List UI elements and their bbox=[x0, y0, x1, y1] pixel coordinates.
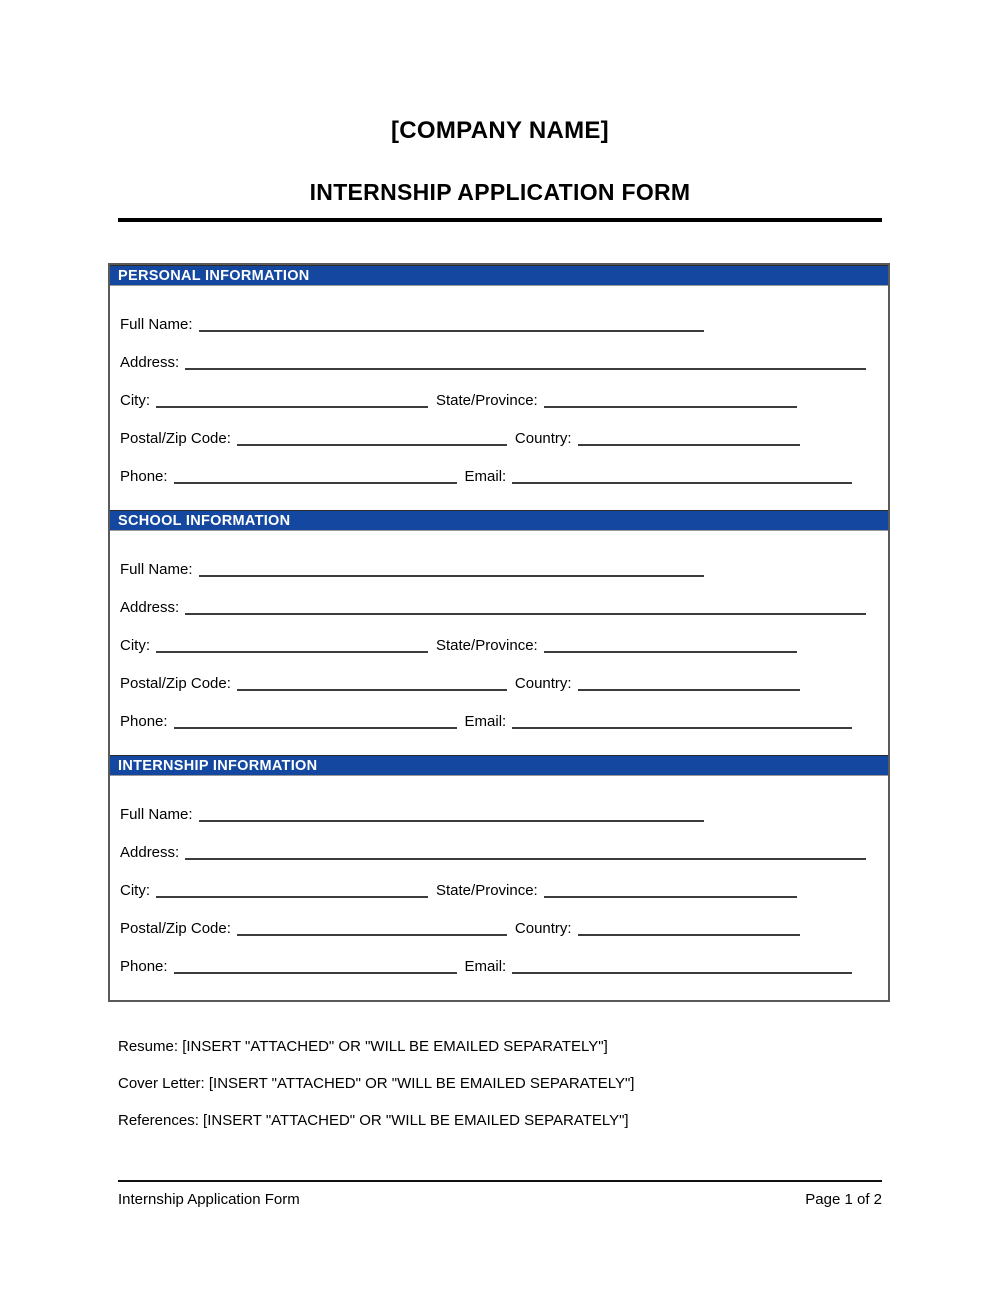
address-label: Address: bbox=[120, 844, 180, 861]
section-header-personal: PERSONAL INFORMATION bbox=[110, 265, 888, 286]
city-blank-line bbox=[156, 894, 428, 898]
section-body-personal bbox=[110, 286, 888, 510]
attachments-block bbox=[118, 1036, 882, 1147]
country-blank-line bbox=[578, 687, 800, 691]
footer-divider bbox=[118, 1180, 882, 1182]
city-label: City: bbox=[120, 882, 150, 899]
footer bbox=[118, 1191, 882, 1208]
full-name-blank-line bbox=[199, 328, 704, 332]
state-blank-line bbox=[544, 649, 797, 653]
footer-document-name: Internship Application Form bbox=[118, 1191, 300, 1208]
country-label: Country: bbox=[514, 920, 572, 937]
postal-blank-line bbox=[237, 687, 507, 691]
title-divider bbox=[118, 218, 882, 222]
full-name-label: Full Name: bbox=[120, 806, 193, 823]
row-phone-email bbox=[120, 938, 866, 976]
address-label: Address: bbox=[120, 354, 180, 371]
row-address bbox=[120, 579, 866, 617]
row-address bbox=[120, 334, 866, 372]
full-name-blank-line bbox=[199, 818, 704, 822]
postal-label: Postal/Zip Code: bbox=[120, 920, 231, 937]
section-body-school bbox=[110, 531, 888, 755]
row-full-name bbox=[120, 541, 866, 579]
row-full-name bbox=[120, 786, 866, 824]
section-school bbox=[110, 510, 888, 755]
section-header-school: SCHOOL INFORMATION bbox=[110, 510, 888, 531]
row-city-state bbox=[120, 862, 866, 900]
address-blank-line bbox=[185, 856, 866, 860]
form-title: INTERNSHIP APPLICATION FORM bbox=[309, 179, 691, 205]
row-postal-country bbox=[120, 655, 866, 693]
row-postal-country bbox=[120, 410, 866, 448]
postal-blank-line bbox=[237, 442, 507, 446]
postal-label: Postal/Zip Code: bbox=[120, 675, 231, 692]
state-blank-line bbox=[544, 894, 797, 898]
resume-label: Resume: bbox=[118, 1038, 179, 1055]
row-postal-country bbox=[120, 900, 866, 938]
section-internship bbox=[110, 755, 888, 1000]
row-address bbox=[120, 824, 866, 862]
city-label: City: bbox=[120, 637, 150, 654]
full-name-label: Full Name: bbox=[120, 561, 193, 578]
row-full-name bbox=[120, 296, 866, 334]
country-blank-line bbox=[578, 442, 800, 446]
cover-letter-label: Cover Letter: bbox=[118, 1075, 205, 1092]
city-blank-line bbox=[156, 404, 428, 408]
email-blank-line bbox=[512, 725, 852, 729]
row-city-state bbox=[120, 617, 866, 655]
state-blank-line bbox=[544, 404, 797, 408]
phone-blank-line bbox=[174, 725, 457, 729]
email-label: Email: bbox=[464, 958, 507, 975]
state-label: State/Province: bbox=[436, 637, 538, 654]
postal-blank-line bbox=[237, 932, 507, 936]
section-header-internship: INTERNSHIP INFORMATION bbox=[110, 755, 888, 776]
row-phone-email bbox=[120, 693, 866, 731]
phone-blank-line bbox=[174, 480, 457, 484]
phone-label: Phone: bbox=[120, 713, 168, 730]
address-blank-line bbox=[185, 611, 866, 615]
references-line bbox=[118, 1110, 882, 1147]
country-blank-line bbox=[578, 932, 800, 936]
postal-label: Postal/Zip Code: bbox=[120, 430, 231, 447]
address-label: Address: bbox=[120, 599, 180, 616]
row-phone-email bbox=[120, 448, 866, 486]
footer-page-number: Page 1 of 2 bbox=[805, 1191, 882, 1208]
cover-letter-placeholder: [INSERT "ATTACHED" OR "WILL BE EMAILED SEPARATELY"] bbox=[204, 1075, 635, 1092]
resume-placeholder: [INSERT "ATTACHED" OR "WILL BE EMAILED SEPARATELY"] bbox=[178, 1038, 608, 1055]
full-name-label: Full Name: bbox=[120, 316, 193, 333]
state-label: State/Province: bbox=[436, 392, 538, 409]
resume-line bbox=[118, 1036, 882, 1073]
phone-label: Phone: bbox=[120, 958, 168, 975]
section-personal bbox=[110, 265, 888, 510]
references-placeholder: [INSERT "ATTACHED" OR "WILL BE EMAILED SEPARATELY"] bbox=[198, 1112, 629, 1129]
cover-letter-line bbox=[118, 1073, 882, 1110]
address-blank-line bbox=[185, 366, 866, 370]
email-label: Email: bbox=[464, 713, 507, 730]
email-label: Email: bbox=[464, 468, 507, 485]
state-label: State/Province: bbox=[436, 882, 538, 899]
email-blank-line bbox=[512, 480, 852, 484]
country-label: Country: bbox=[514, 430, 572, 447]
phone-blank-line bbox=[174, 970, 457, 974]
city-label: City: bbox=[120, 392, 150, 409]
full-name-blank-line bbox=[199, 573, 704, 577]
form-box bbox=[108, 263, 890, 1002]
company-name-title: [COMPANY NAME] bbox=[391, 117, 609, 144]
city-blank-line bbox=[156, 649, 428, 653]
section-body-internship bbox=[110, 776, 888, 1000]
country-label: Country: bbox=[514, 675, 572, 692]
references-label: References: bbox=[118, 1112, 199, 1129]
email-blank-line bbox=[512, 970, 852, 974]
phone-label: Phone: bbox=[120, 468, 168, 485]
row-city-state bbox=[120, 372, 866, 410]
